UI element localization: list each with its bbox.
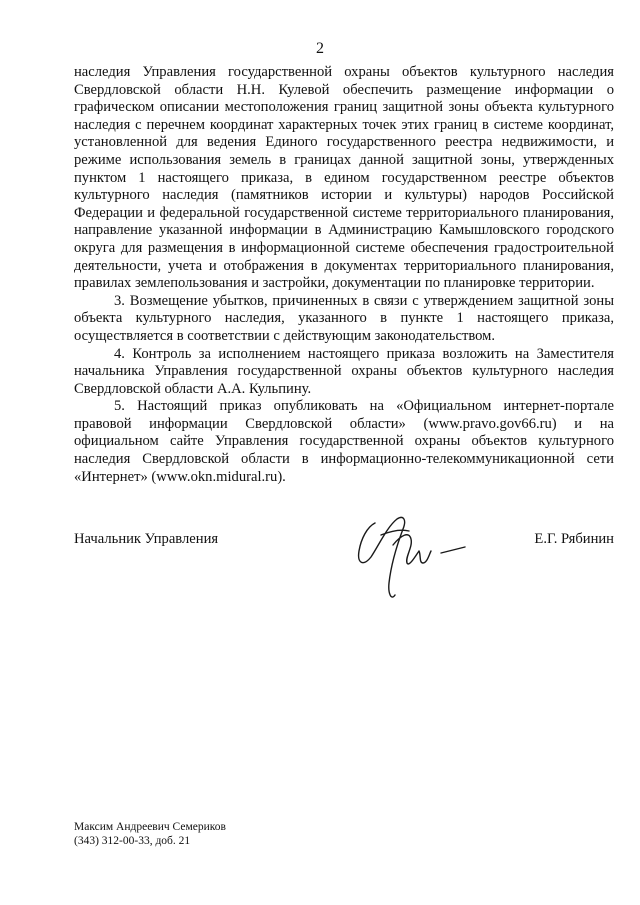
- signer-position: Начальник Управления: [74, 531, 219, 547]
- executor-phone: (343) 312-00-33, доб. 21: [74, 835, 191, 847]
- handwritten-signature: [345, 505, 475, 605]
- signer-name: Е.Г. Рябинин: [534, 531, 614, 547]
- paragraph-item-5: 5. Настоящий приказ опубликовать на «Официальном интернет-портале правовой информации Свердловской области» (www.pravo.gov66.ru) и на официальном сайте Управления государственной охраны объектов культурного наследия Свердловской области в информационно-телекоммуникационной сети «Интернет» (www.okn.midural.ru).: [74, 398, 614, 485]
- page-number: 2: [316, 40, 324, 57]
- paragraph-item-4: 4. Контроль за исполнением настоящего приказа возложить на Заместителя начальника Управления государственной охраны объектов культурного наследия Свердловской области А.А. Кульпину.: [74, 345, 614, 397]
- document-body: [74, 64, 614, 486]
- executor-name: Максим Андреевич Семериков: [74, 821, 226, 833]
- paragraph-item-3: 3. Возмещение убытков, причиненных в связи с утверждением защитной зоны объекта культурного наследия, указанного в пункте 1 настоящего приказа, осуществляется в соответствии с действующим законодательством.: [74, 292, 614, 344]
- executor-info: [74, 820, 226, 848]
- paragraph-continuation: наследия Управления государственной охраны объектов культурного наследия Свердловской области Н.Н. Кулевой обеспечить размещение информации о графическом описании местоположения границ защитной зоны объекта культурного наследия с перечнем координат характерных точек этих границ в системе координат, установленной для ведения Единого государственного реестра недвижимости, и режиме использования земель в границах данной защитной зоны, утвержденных пунктом 1 настоящего приказа, в едином государственном реестре объектов культурного наследия (памятников истории и культуры) народов Российской Федерации и федеральной государственной системе территориального планирования, направление указанной информации в Администрацию Камышловского городского округа для размещения в информационной системе обеспечения градостроительной деятельности, учета и отображения в документах территориального планирования, правилах землепользования и застройки, документации по планировке территории.: [74, 64, 614, 292]
- signature-block: [74, 531, 614, 551]
